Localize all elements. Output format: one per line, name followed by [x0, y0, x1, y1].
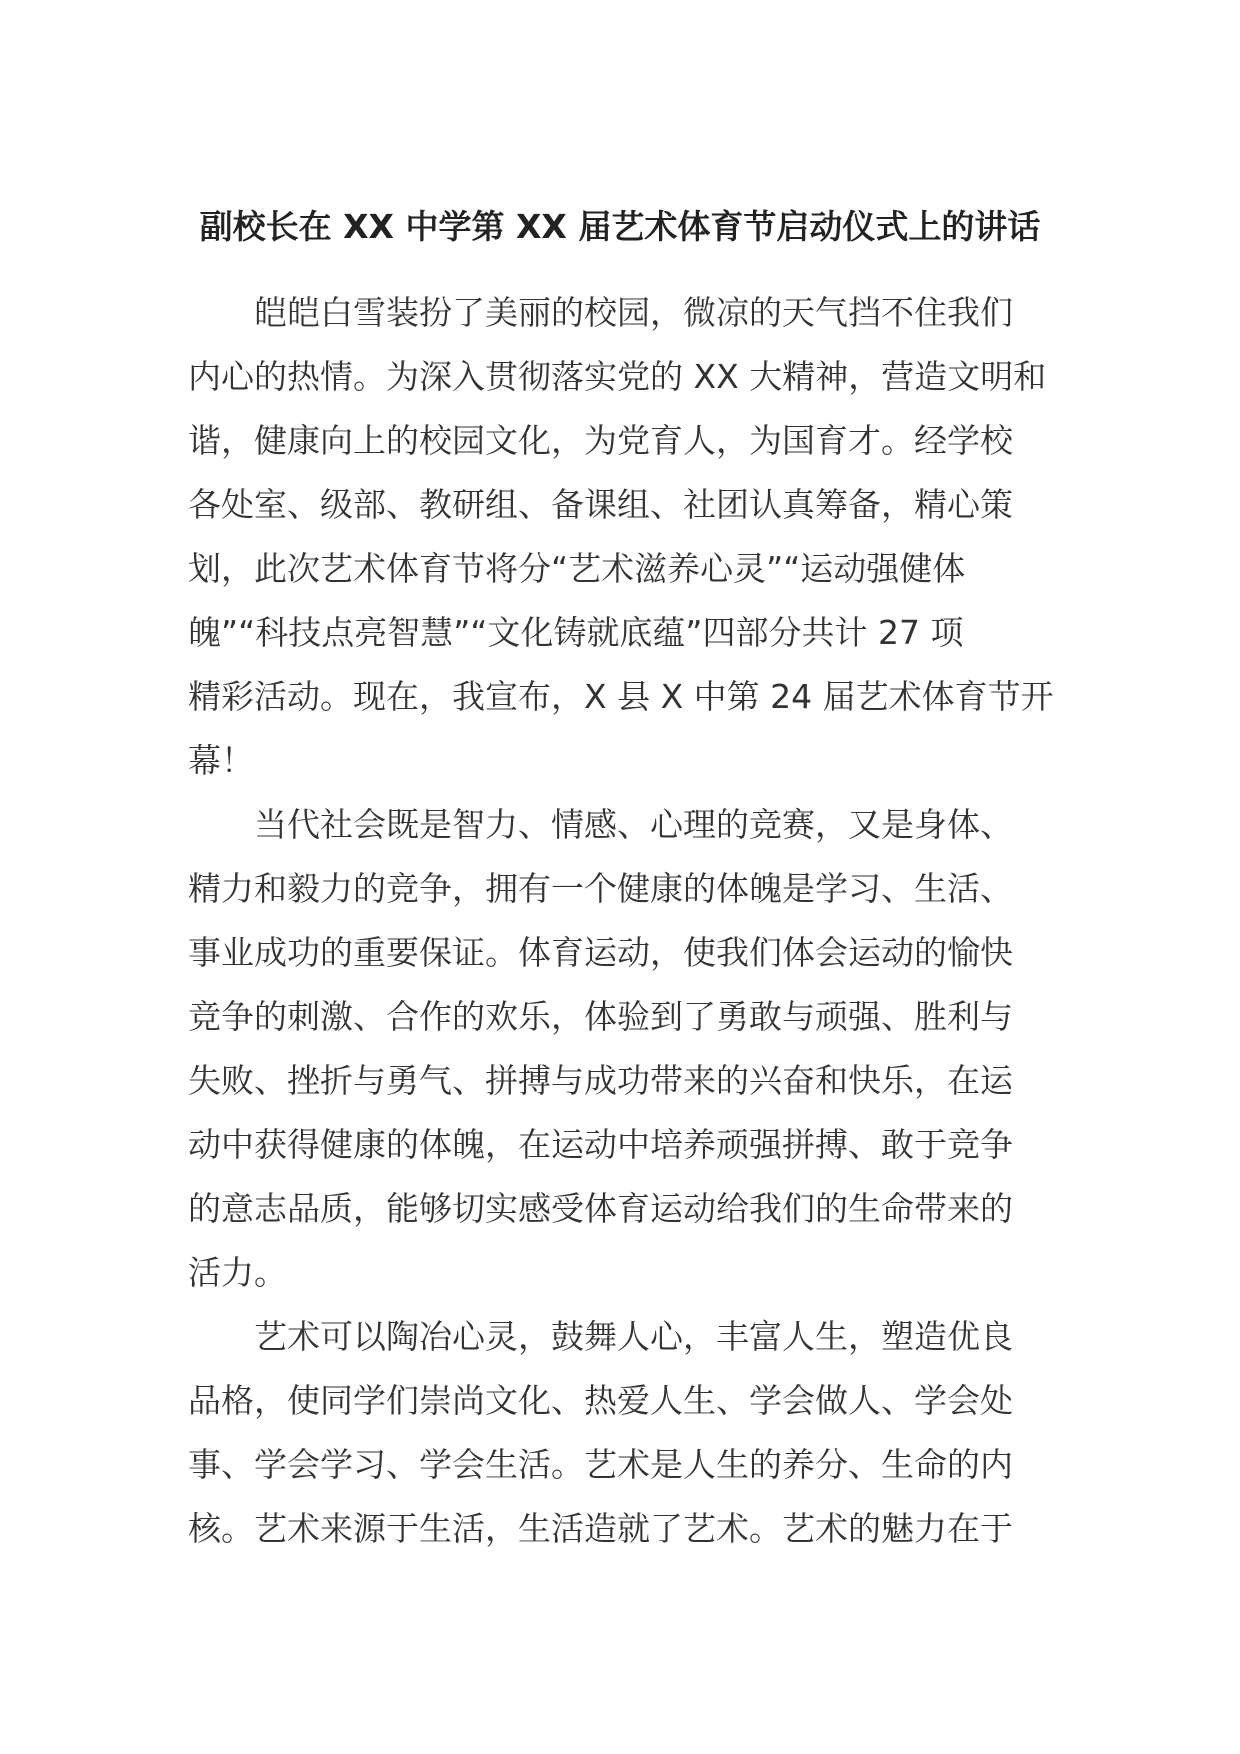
text-line: 活力。 — [188, 1253, 287, 1292]
text-line: 皑皑白雪装扮了美丽的校园，微凉的天气挡不住我们 — [188, 293, 1013, 332]
text-line: 各处室、级部、教研组、备课组、社团认真筹备，精心策 — [188, 485, 1013, 524]
text-line: 内心的热情。为深入贯彻落实党的 XX 大精神，营造文明和 — [188, 357, 1047, 396]
text-line: 核。艺术来源于生活，生活造就了艺术。艺术的魅力在于 — [188, 1509, 1013, 1548]
text-line: 的意志品质，能够切实感受体育运动给我们的生命带来的 — [188, 1189, 1013, 1228]
text-line: 品格，使同学们崇尚文化、热爱人生、学会做人、学会处 — [188, 1381, 1013, 1420]
text-line: 事、学会学习、学会生活。艺术是人生的养分、生命的内 — [188, 1445, 1013, 1484]
text-line: 精力和毅力的竞争，拥有一个健康的体魄是学习、生活、 — [188, 869, 1013, 908]
text-line: 划，此次艺术体育节将分“艺术滋养心灵”“运动强健体 — [188, 549, 966, 588]
document-title: 副校长在 XX 中学第 XX 届艺术体育节启动仪式上的讲话 — [199, 207, 1041, 246]
text-line: 谐，健康向上的校园文化，为党育人，为国育才。经学校 — [188, 421, 1013, 460]
text-line: 竞争的刺激、合作的欢乐，体验到了勇敢与顽强、胜利与 — [188, 997, 1013, 1036]
text-line: 失败、挫折与勇气、拼搏与成功带来的兴奋和快乐，在运 — [188, 1061, 1013, 1100]
text-line: 当代社会既是智力、情感、心理的竞赛，又是身体、 — [188, 805, 1013, 844]
text-line: 幕！ — [188, 741, 254, 780]
text-line: 事业成功的重要保证。体育运动，使我们体会运动的愉快 — [188, 933, 1013, 972]
text-line: 魄”“科技点亮智慧”“文化铸就底蕴”四部分共计 27 项 — [188, 613, 964, 652]
text-line: 精彩活动。现在，我宣布，X 县 X 中第 24 届艺术体育节开 — [188, 677, 1054, 716]
text-line: 艺术可以陶冶心灵，鼓舞人心，丰富人生，塑造优良 — [188, 1317, 1013, 1356]
text-line: 动中获得健康的体魄，在运动中培养顽强拼搏、敢于竞争 — [188, 1125, 1013, 1164]
